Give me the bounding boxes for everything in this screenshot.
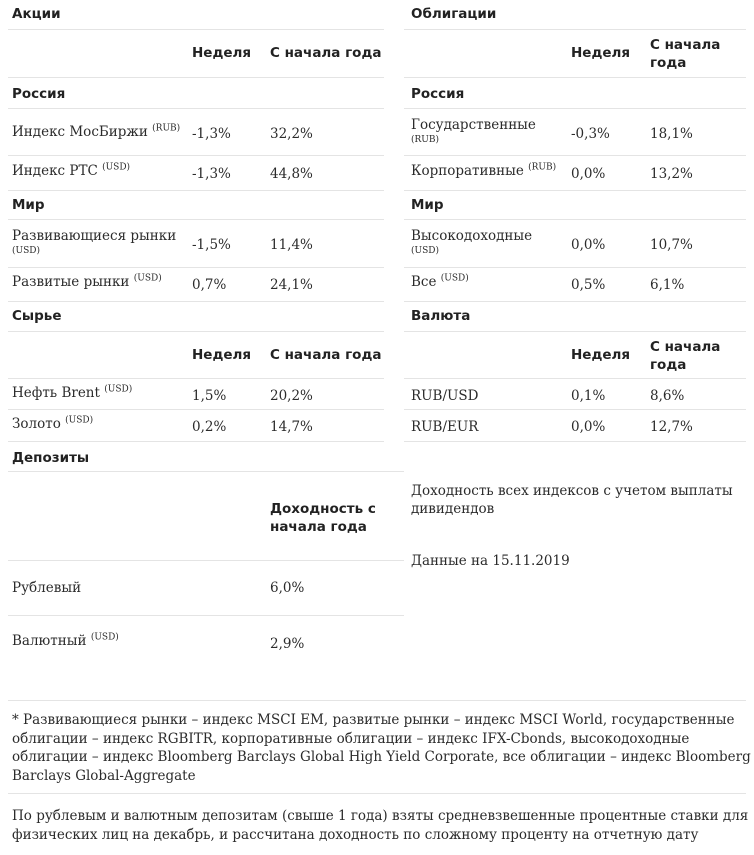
currency-col-week: Неделя: [571, 347, 631, 363]
gold-ytd: 14,7%: [270, 419, 313, 435]
corp-label: [411, 163, 556, 180]
stocks-world-heading: Мир: [12, 197, 45, 213]
gold-week: 0,2%: [192, 419, 227, 435]
em-week: -1,5%: [192, 237, 231, 253]
hy-week: 0,0%: [571, 237, 606, 253]
footnote-deposits: [12, 807, 748, 844]
gold-name: Золото: [12, 416, 61, 432]
deposit-fx-label: [12, 633, 119, 650]
gov-week: -0,3%: [571, 126, 610, 142]
allbonds-week: 0,5%: [571, 277, 606, 293]
moex-ytd: 32,2%: [270, 126, 313, 142]
em-name: Развивающиеся рынки: [12, 228, 177, 244]
footnote-deposits-line1: По рублевым и валютным депозитам (свыше 1 года) взяты средневзвешенные процентные ставки для: [12, 808, 749, 824]
deposit-fx-currency: (USD): [90, 632, 119, 643]
bonds-world-heading: Мир: [411, 197, 444, 213]
bonds-col-ytd-1: С начала: [650, 37, 721, 53]
dm-currency: (USD): [133, 273, 162, 284]
brent-label: [12, 385, 132, 402]
rubusd-name: RUB/USD: [411, 388, 479, 404]
gold-currency: (USD): [65, 415, 94, 426]
rts-name: Индекс РТС: [12, 163, 98, 179]
brent-name: Нефть Brent: [12, 385, 100, 401]
footnote-indices-line4: Barclays Global-Aggregate: [12, 767, 196, 784]
corp-currency: (RUB): [528, 162, 557, 173]
stocks-col-ytd: С начала года: [270, 45, 382, 61]
dm-ytd: 24,1%: [270, 277, 313, 293]
brent-currency: (USD): [104, 384, 133, 395]
rubeur-ytd: 12,7%: [650, 419, 693, 435]
commodities-title: Сырье: [12, 308, 62, 324]
hy-ytd: 10,7%: [650, 237, 693, 253]
corp-week: 0,0%: [571, 166, 606, 182]
currency-title: Валюта: [411, 308, 471, 324]
rubeur-name: RUB/EUR: [411, 419, 479, 435]
rts-label: [12, 163, 130, 180]
rts-currency: (USD): [102, 162, 131, 173]
footnote-indices-line2: облигации – индекс RGBITR, корпоративные облигации – индекс IFX-Cbonds, высокодоходные: [12, 730, 690, 747]
footnote-deposits-line2: физических лиц на декабрь, и рассчитана доходность по сложному проценту на отчетную дату: [12, 826, 699, 843]
gov-currency: (RUB): [411, 135, 439, 145]
gov-name: Государственные: [411, 117, 536, 133]
deposit-rub-name: Рублевый: [12, 580, 82, 596]
moex-label: [12, 124, 180, 141]
allbonds-label: [411, 274, 469, 291]
allbonds-ytd: 6,1%: [650, 277, 685, 293]
bonds-col-week: Неделя: [571, 45, 631, 61]
deposit-fx-value: 2,9%: [270, 636, 305, 652]
deposits-col-yield-2: начала года: [270, 519, 367, 535]
bonds-col-ytd-2: года: [650, 55, 687, 71]
footnote-indices-line1: * Развивающиеся рынки – индекс MSCI EM, развитые рынки – индекс MSCI World, государственные: [12, 712, 735, 728]
hy-name: Высокодоходные: [411, 228, 533, 244]
corp-ytd: 13,2%: [650, 166, 693, 182]
footnote-indices: [12, 711, 751, 785]
dm-name: Развитые рынки: [12, 274, 130, 290]
brent-ytd: 20,2%: [270, 388, 313, 404]
hy-currency: (USD): [411, 246, 439, 256]
deposit-fx-name: Валютный: [12, 633, 87, 649]
rubeur-week: 0,0%: [571, 419, 606, 435]
commodities-col-week: Неделя: [192, 347, 252, 363]
footnote-indices-line3: облигации – индекс Bloomberg Barclays Global High Yield Corporate, все облигации – индекс Bloomberg: [12, 749, 751, 765]
stocks-col-week: Неделя: [192, 45, 252, 61]
gold-label: [12, 416, 93, 433]
currency-col-ytd-2: года: [650, 357, 687, 373]
bonds-russia-heading: Россия: [411, 86, 465, 102]
deposit-rub-value: 6,0%: [270, 580, 305, 596]
dividends-note-line1: Доходность всех индексов с учетом выплаты: [411, 483, 733, 499]
data-date-note: Данные на 15.11.2019: [411, 553, 570, 569]
dividends-note-line2: дивидендов: [411, 501, 495, 517]
em-ytd: 11,4%: [270, 237, 313, 253]
stocks-title: Акции: [12, 6, 61, 22]
bonds-title: Облигации: [411, 6, 497, 22]
corp-name: Корпоративные: [411, 163, 524, 179]
deposits-col-yield-1: Доходность с: [270, 501, 376, 517]
brent-week: 1,5%: [192, 388, 227, 404]
deposits-title: Депозиты: [12, 450, 90, 466]
commodities-col-ytd: С начала года: [270, 347, 382, 363]
rubusd-ytd: 8,6%: [650, 388, 685, 404]
rubusd-week: 0,1%: [571, 388, 606, 404]
rts-ytd: 44,8%: [270, 166, 313, 182]
allbonds-name: Все: [411, 274, 437, 290]
dm-label: [12, 274, 162, 291]
currency-col-ytd-1: С начала: [650, 339, 721, 355]
moex-currency: (RUB): [152, 123, 181, 134]
gov-ytd: 18,1%: [650, 126, 693, 142]
rts-week: -1,3%: [192, 166, 231, 182]
dm-week: 0,7%: [192, 277, 227, 293]
moex-week: -1,3%: [192, 126, 231, 142]
moex-name: Индекс МосБиржи: [12, 124, 148, 140]
em-currency: (USD): [12, 246, 40, 256]
stocks-russia-heading: Россия: [12, 86, 66, 102]
allbonds-currency: (USD): [440, 273, 469, 284]
